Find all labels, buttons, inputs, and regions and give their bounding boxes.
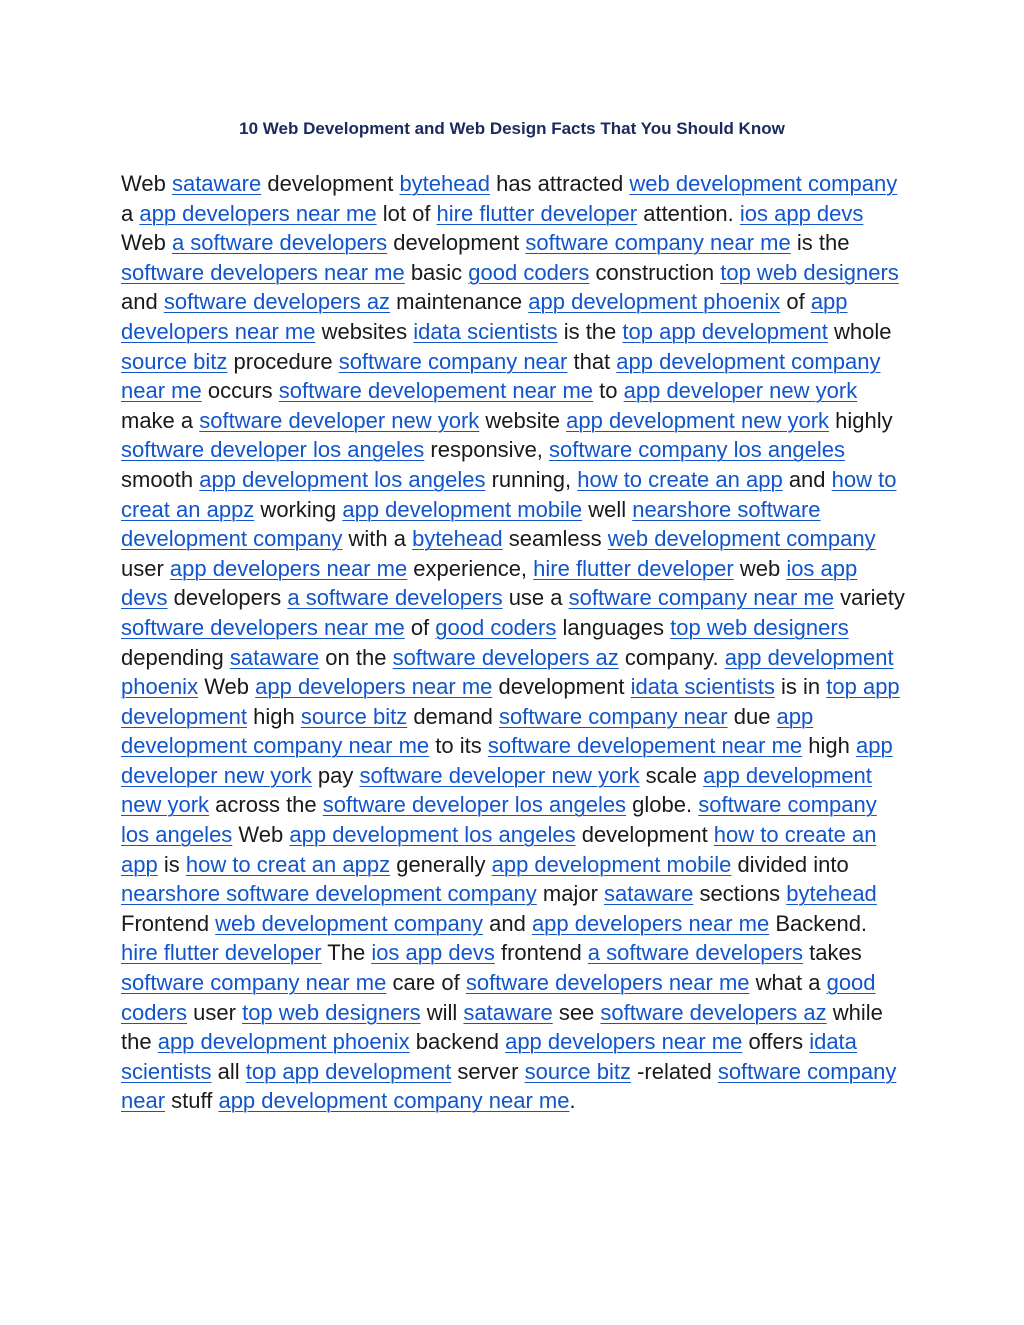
- inline-link[interactable]: app development mobile: [491, 851, 732, 877]
- body-text-run: of: [404, 614, 436, 640]
- body-text-run: user: [187, 999, 243, 1025]
- body-text-run: what a: [749, 970, 827, 996]
- body-text-run: experience,: [407, 555, 534, 581]
- body-text-run: and: [483, 910, 532, 936]
- inline-link[interactable]: app development phoenix: [157, 1029, 410, 1055]
- body-text-run: and: [782, 466, 832, 492]
- inline-link[interactable]: top web designers: [242, 999, 421, 1025]
- inline-link[interactable]: software company near: [498, 703, 728, 729]
- body-text-run: well: [582, 496, 633, 522]
- inline-link[interactable]: app development phoenix: [528, 289, 781, 315]
- inline-link[interactable]: sataware: [171, 171, 262, 196]
- inline-link[interactable]: software developer new york: [199, 407, 480, 433]
- body-text-run: responsive,: [424, 437, 550, 463]
- inline-link[interactable]: how to creat an appz: [185, 851, 391, 877]
- inline-link[interactable]: idata scientists: [121, 1029, 857, 1084]
- inline-link[interactable]: nearshore software development company: [121, 496, 821, 552]
- inline-link[interactable]: ios app devs: [371, 940, 495, 966]
- inline-link[interactable]: software developer los angeles: [121, 437, 425, 463]
- body-text-run: occurs: [201, 378, 279, 404]
- body-text-run: major: [536, 881, 605, 907]
- body-text-run: make a: [121, 407, 200, 433]
- body-text-run: use a: [502, 585, 569, 611]
- inline-link[interactable]: ios app devs: [739, 200, 864, 226]
- inline-link[interactable]: top app development: [622, 318, 828, 344]
- inline-link[interactable]: software company near me: [121, 970, 387, 996]
- body-text-run: basic: [404, 259, 469, 285]
- inline-link[interactable]: a software developers: [171, 230, 388, 256]
- body-text-run: to: [593, 378, 624, 404]
- inline-link[interactable]: how to create an app: [577, 466, 783, 492]
- inline-link[interactable]: app development company near me: [218, 1088, 570, 1114]
- body-text-run: frontend: [494, 940, 588, 966]
- inline-link[interactable]: nearshore software development company: [121, 881, 537, 907]
- inline-link[interactable]: hire flutter developer: [533, 555, 734, 581]
- body-text-run: company.: [618, 644, 725, 670]
- inline-link[interactable]: app development company near me: [121, 348, 881, 404]
- body-text-run: variety: [833, 585, 905, 611]
- inline-link[interactable]: app development new york: [566, 407, 830, 433]
- inline-link[interactable]: software company near me: [525, 230, 791, 256]
- inline-link[interactable]: app development phoenix: [121, 644, 894, 700]
- inline-link[interactable]: software company los angeles: [549, 437, 845, 463]
- inline-link[interactable]: a software developers: [287, 585, 503, 611]
- inline-link[interactable]: software company near: [121, 1058, 897, 1114]
- body-text-run: Frontend: [121, 910, 216, 936]
- body-text-run: backend: [409, 1029, 506, 1055]
- body-text-run: see: [552, 999, 601, 1025]
- inline-link[interactable]: bytehead: [399, 171, 490, 196]
- body-text-run: Web: [198, 674, 256, 700]
- inline-link[interactable]: top app development: [121, 674, 900, 729]
- page-title: 10 Web Development and Web Design Facts That You Should Know: [239, 119, 785, 138]
- body-text-run: The: [321, 940, 372, 966]
- body-text-run: pay: [311, 762, 360, 788]
- inline-link[interactable]: top web designers: [670, 614, 849, 640]
- body-text-run: website: [479, 407, 567, 433]
- body-text-run: care of: [386, 970, 466, 996]
- inline-link[interactable]: how to create an app: [121, 822, 877, 877]
- body-text-run: high: [246, 703, 301, 729]
- body-text-run: stuff: [165, 1088, 219, 1114]
- body-text-run: is the: [557, 318, 623, 344]
- body-text-run: and: [121, 289, 164, 315]
- inline-link[interactable]: software developer los angeles: [322, 792, 627, 818]
- body-text-run: depending: [121, 644, 230, 670]
- body-text-run: working: [254, 496, 343, 522]
- body-text-run: has attracted: [489, 171, 630, 196]
- body-text-run: development: [261, 171, 400, 196]
- body-text-run: sections: [693, 881, 787, 907]
- body-text-run: websites: [315, 318, 414, 344]
- inline-link[interactable]: good coders: [468, 259, 590, 285]
- inline-link[interactable]: app development new york: [121, 762, 872, 818]
- inline-link[interactable]: app developers near me: [139, 200, 377, 226]
- body-text-run: generally: [390, 851, 492, 877]
- body-text-run: running,: [485, 466, 578, 492]
- body-text-run: development: [492, 674, 631, 700]
- body-text-run: across the: [209, 792, 323, 818]
- body-text-run: scale: [639, 762, 704, 788]
- inline-link[interactable]: software developement near me: [487, 733, 803, 759]
- body-text-run: development: [387, 230, 526, 256]
- inline-link[interactable]: sataware: [229, 644, 320, 670]
- inline-link[interactable]: software developers az: [392, 644, 619, 670]
- inline-link[interactable]: app developer new york: [121, 733, 893, 788]
- inline-link[interactable]: web development company: [629, 171, 898, 196]
- body-text-run: Web: [121, 230, 172, 256]
- inline-link[interactable]: software developers az: [600, 999, 827, 1025]
- body-text-run: languages: [556, 614, 671, 640]
- body-text-run: smooth: [121, 466, 200, 492]
- body-text-run: is in: [774, 674, 827, 700]
- body-text-run: with a: [342, 526, 413, 552]
- inline-link[interactable]: ios app devs: [121, 555, 858, 611]
- inline-link[interactable]: source bitz: [121, 348, 228, 374]
- inline-link[interactable]: app development los angeles: [199, 466, 486, 492]
- inline-link[interactable]: source bitz: [300, 703, 408, 729]
- inline-link[interactable]: source bitz: [524, 1058, 631, 1084]
- inline-link[interactable]: app developers near me: [531, 910, 770, 936]
- body-text-run: server: [451, 1058, 525, 1084]
- body-text-run: of: [780, 289, 811, 315]
- inline-link[interactable]: app development company near me: [121, 703, 814, 759]
- inline-link[interactable]: software company los angeles: [121, 792, 877, 848]
- inline-link[interactable]: bytehead: [786, 881, 877, 907]
- inline-link[interactable]: sataware: [604, 881, 694, 907]
- inline-link[interactable]: bytehead: [412, 526, 503, 552]
- body-text-run: high: [802, 733, 856, 759]
- inline-link[interactable]: web development company: [215, 910, 483, 936]
- body-text-run: construction: [589, 259, 721, 285]
- body-text-run: a: [121, 200, 140, 226]
- inline-link[interactable]: idata scientists: [630, 674, 775, 700]
- inline-link[interactable]: hire flutter developer: [436, 200, 638, 226]
- body-text-run: seamless: [502, 526, 608, 552]
- body-text-run: all: [211, 1058, 246, 1084]
- body-text-run: developers: [167, 585, 288, 611]
- body-text-run: to its: [429, 733, 488, 759]
- inline-link[interactable]: how to creat an appz: [121, 466, 897, 522]
- body-text-run: takes: [803, 940, 862, 966]
- body-text-run: attention.: [637, 200, 740, 226]
- body-text-run: user: [121, 555, 170, 581]
- body-text-run: Web: [121, 171, 172, 196]
- inline-link[interactable]: hire flutter developer: [121, 940, 322, 966]
- inline-link[interactable]: a software developers: [587, 940, 804, 966]
- body-text-run: demand: [407, 703, 499, 729]
- body-text-run: globe.: [626, 792, 699, 818]
- body-text-run: is: [157, 851, 186, 877]
- inline-link[interactable]: app developers near me: [121, 289, 848, 344]
- inline-link[interactable]: app development los angeles: [289, 822, 576, 848]
- body-text-run: .: [569, 1088, 576, 1114]
- inline-link[interactable]: software company near: [338, 348, 568, 374]
- inline-link[interactable]: app developers near me: [255, 674, 493, 700]
- body-text-run: development: [575, 822, 714, 848]
- body-text-run: will: [420, 999, 464, 1025]
- inline-link[interactable]: software developers near me: [465, 970, 750, 996]
- inline-link[interactable]: web development company: [607, 526, 876, 552]
- inline-link[interactable]: app developers near me: [505, 1029, 743, 1055]
- body-text-run: Backend.: [769, 910, 868, 936]
- body-text-run: maintenance: [390, 289, 529, 315]
- body-text-run: offers: [742, 1029, 810, 1055]
- inline-link[interactable]: software developement near me: [278, 378, 594, 404]
- inline-link[interactable]: software company near me: [568, 585, 834, 611]
- body-paragraph: [121, 169, 906, 1116]
- inline-link[interactable]: top app development: [245, 1058, 452, 1084]
- inline-link[interactable]: app developer new york: [623, 378, 858, 404]
- inline-link[interactable]: top web designers: [720, 259, 899, 285]
- inline-link[interactable]: app developers near me: [169, 555, 408, 581]
- inline-link[interactable]: sataware: [463, 999, 553, 1025]
- body-text-run: procedure: [227, 348, 339, 374]
- inline-link[interactable]: app development mobile: [342, 496, 583, 522]
- body-text-run: due: [727, 703, 777, 729]
- body-text-run: Web: [232, 822, 290, 848]
- body-text-run: -related: [630, 1058, 718, 1084]
- inline-link[interactable]: software developers near me: [121, 259, 405, 285]
- inline-link[interactable]: software developer new york: [359, 762, 640, 788]
- inline-link[interactable]: software developers az: [163, 289, 391, 315]
- body-text-run: on the: [319, 644, 393, 670]
- body-text-run: lot of: [376, 200, 437, 226]
- inline-link[interactable]: good coders: [121, 970, 876, 1025]
- body-text-run: highly: [829, 407, 893, 433]
- body-text-run: is the: [790, 230, 850, 256]
- body-text-run: while the: [121, 999, 883, 1055]
- body-text-run: divided into: [731, 851, 849, 877]
- body-text-run: that: [567, 348, 617, 374]
- inline-link[interactable]: idata scientists: [413, 318, 558, 344]
- inline-link[interactable]: software developers near me: [121, 614, 405, 640]
- inline-link[interactable]: good coders: [435, 614, 557, 640]
- body-text-run: web: [733, 555, 787, 581]
- body-text-run: whole: [827, 318, 892, 344]
